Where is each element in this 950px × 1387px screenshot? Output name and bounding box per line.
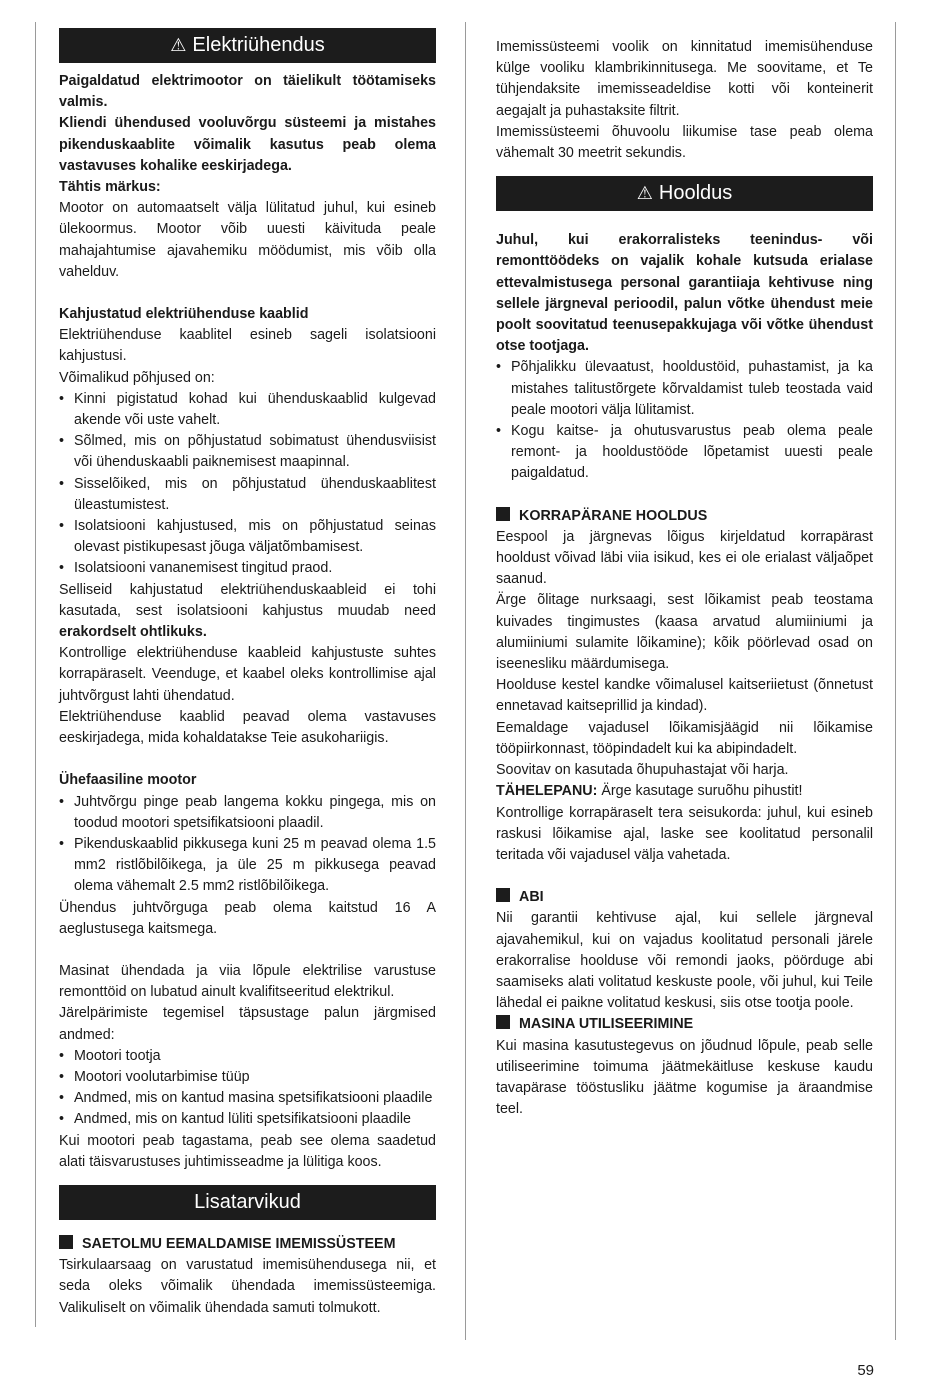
return-text: Kui mootori peab tagastama, peab see olema saadetud alati täisvarustuses juhtimisseadme ja lülitiga koos. bbox=[59, 1132, 436, 1170]
square-bullet-icon bbox=[59, 1235, 73, 1249]
list-item: • Andmed, mis on kantud lüliti spetsifikatsiooni plaadile bbox=[59, 1109, 436, 1130]
rules-text: Elektriühenduse kaablid peavad olema vastavuses eeskirjadega, mida kohaldatakse Teie asukohariigis. bbox=[59, 708, 436, 747]
help-heading bbox=[496, 887, 873, 908]
list-item: • Pikenduskaablid pikkusega kuni 25 m peavad olema 1.5 mm2 ristlõbilõikega, ja üle 25 m pikkusega peavad olema vähemalt 2.5 mm2 ristlõbilõikega. bbox=[59, 834, 436, 898]
attention-text: Ärge kasutage suruõhu pihustit! bbox=[597, 783, 803, 800]
service-bold: Juhul, kui erakorralisteks teenindus- või remonttöödeks on vajalik kohale kutsuda erialase ettevalmistusega personal garantiiaja kehtivuse ning sellele järgneval perioodil, palun võtke ühendust meie poolt soovitatud teenusepakkujaga või võtke ühendust otse tootjaga. bbox=[496, 232, 873, 355]
help-text: Nii garantii kehtivuse ajal, kui sellele järgneval ajavahemikul, kui on vajadus koolitatud personali järele erakorralise hoolduse või remondi jaoks, pöörduge abi saamiseks alati volitatud keskuste poole, või juhul, kui Teile lähedal ei paikne volitatud keskusi, siis otse tootja poole. bbox=[496, 910, 873, 1012]
single-phase-title: Ühefaasiline mootor bbox=[59, 772, 197, 789]
check-text: Kontrollige elektriühenduse kaableid kahjustuste suhtes korrapäraselt. Veenduge, et kaabel oleks kontrollimise ajal juhtvõrgust lahti ühendatud. bbox=[59, 645, 436, 704]
list-item: • Mootori voolutarbimise tüüp bbox=[59, 1067, 436, 1088]
causes-list bbox=[59, 389, 436, 580]
disposal-text: Kui masina kasutustegevus on jõudnud lõpule, peab selle utiliseerimine toimuma jäätmekäitluse keskuse kaudu tavapärase tööstusliku jäätme kogumise ja äraandmise teel. bbox=[496, 1037, 873, 1118]
left-margin-rule bbox=[35, 22, 36, 1327]
qualified-text: Masinat ühendada ja viia lõpule elektrilise varustuse remonttöid on lubatud ainult kvalifitseeritud elektrikul. bbox=[59, 962, 436, 1001]
section-header-maintenance bbox=[496, 176, 873, 211]
note-text: Mootor on automaatselt välja lülitatud juhul, kui esineb ülekoormus. Mootor võib uuesti käivituda peale mahajahtumise ajavahemiku möödumist, mis võib olla vahelduv. bbox=[59, 200, 436, 280]
section-header-electrical bbox=[59, 28, 436, 63]
warning-bold: erakordselt ohtlikuks. bbox=[59, 624, 207, 641]
section-header-accessories bbox=[59, 1185, 436, 1220]
warning-paragraph bbox=[59, 580, 436, 644]
square-bullet-icon bbox=[496, 1015, 510, 1029]
intro-bold-1: Paigaldatud elektrimootor on täielikult töötamiseks valmis. bbox=[59, 73, 436, 111]
left-column bbox=[59, 28, 436, 1319]
dust-title: SAETOLMU EEMALDAMISE IMEMISSÜSTEEM bbox=[82, 1235, 396, 1252]
airflow-text: Imemissüsteemi õhuvoolu liikumise tase peab olema vähemalt 30 meetrit sekundis. bbox=[496, 123, 873, 162]
square-bullet-icon bbox=[496, 507, 510, 521]
list-item: • Andmed, mis on kantud masina spetsifikatsiooni plaadile bbox=[59, 1088, 436, 1109]
regular-p1: Eespool ja järgnevas lõigus kirjeldatud korrapärast hooldust võivad läbi viia isikud, kes ei ole erialast väljaõpet saanud. bbox=[496, 528, 873, 588]
dust-extraction-heading bbox=[59, 1234, 436, 1255]
dust-text: Tsirkulaarsaag on varustatud imemisühendusega nii, et seda oleks võimalik ühendada imemissüsteemiga. Valikuliselt on võimalik ühendada samuti tolmukott. bbox=[59, 1257, 436, 1316]
disposal-heading bbox=[496, 1014, 873, 1035]
list-item: • Kinni pigistatud kohad kui ühenduskaablid kulgevad akende või uste vahelt. bbox=[59, 389, 436, 431]
list-item: • Põhjalikku ülevaatust, hooldustöid, puhastamist, ja ka mistahes talitustõrgete kõrvaldamist tuleb teostada vaid peale mootori välja lülitamist. bbox=[496, 357, 873, 421]
single-phase-list bbox=[59, 792, 436, 898]
square-bullet-icon bbox=[496, 888, 510, 902]
regular-p5: Soovitav on kasutada õhupuhastajat või harja. bbox=[496, 762, 789, 779]
list-item: • Sõlmed, mis on põhjustatud sobimatust ühendusviisist või ühenduskaabli paiknemisest maapinnal. bbox=[59, 431, 436, 473]
regular-title: KORRAPÄRANE HOOLDUS bbox=[519, 507, 708, 524]
warning-text: Selliseid kahjustatud elektriühenduskaableid ei tohi kasutada, sest isolatsiooni kahjustus muudab need bbox=[59, 581, 436, 619]
intro-bold-2: Kliendi ühendused vooluvõrgu süsteemi ja mistahes pikenduskaablite võimalik kasutus peab olema vastavuses kohalike eeskirjadega. bbox=[59, 115, 436, 174]
list-item: • Isolatsiooni kahjustused, mis on põhjustatud seinas olevast pistikupesast jõuga väljatõmbamisest. bbox=[59, 516, 436, 558]
regular-p6: Kontrollige korrapäraselt tera seisukorda: juhul, kui esineb raskusi lõikamise ajal, laske see koolitatud personalil teritada või vajadusel välja vahetada. bbox=[496, 804, 873, 863]
page-number: 59 bbox=[857, 1362, 874, 1379]
section-title: Lisatarvikud bbox=[194, 1190, 301, 1213]
section-title: Hooldus bbox=[658, 182, 733, 205]
inquiry-list bbox=[59, 1046, 436, 1131]
hose-text: Imemissüsteemi voolik on kinnitatud imemisühenduse külge vooliku klambrikinnitusega. Me soovitame, et Te tühjendaksite imemisseadeldise kotti või konteinerit aegajalt ja puhastaksite filtrit. bbox=[496, 39, 873, 119]
help-title: ABI bbox=[519, 889, 544, 906]
list-item: • Juhtvõrgu pinge peab langema kokku pingega, mis on toodud mootori spetsifikatsiooni plaadil. bbox=[59, 792, 436, 834]
regular-p2: Ärge õlitage nurksaagi, sest lõikamist peab teostama kuivades tingimustes (kaasa arvatud alumiiniumi ja alumiiniumi sulamite lõikamine); kõik pöörlevad osad on iseenesliku määrdumisega. bbox=[496, 592, 873, 673]
fuse-text: Ühendus juhtvõrguga peab olema kaitstud 16 A aeglustusega kaitsmega. bbox=[59, 899, 436, 937]
regular-maintenance-heading bbox=[496, 506, 873, 527]
warning-triangle-icon: ⚠ bbox=[636, 183, 653, 204]
attention-label: TÄHELEPANU: bbox=[496, 783, 598, 800]
right-column bbox=[496, 37, 873, 1120]
section-title: Elektriühendus bbox=[192, 33, 325, 56]
attention-paragraph bbox=[496, 781, 873, 802]
list-item: • Sisselõiked, mis on põhjustatud ühenduskaablitest üleastumistest. bbox=[59, 474, 436, 516]
disposal-title: MASINA UTILISEERIMINE bbox=[519, 1016, 694, 1033]
inquiry-text: Järelpärimiste tegemisel täpsustage palun järgmised andmed: bbox=[59, 1005, 436, 1043]
regular-p4: Eemaldage vajadusel lõikamisjäägid nii lõikamise tööpiirkonnast, tööpindadelt kui ka abipindadelt. bbox=[496, 719, 873, 757]
right-margin-rule bbox=[895, 22, 896, 1340]
note-label: Tähtis märkus: bbox=[59, 179, 161, 196]
list-item: • Kogu kaitse- ja ohutusvarustus peab olema peale remont- ja hooldustööde lõpetamist uuesti peale paigaldatud. bbox=[496, 421, 873, 485]
list-item: • Mootori tootja bbox=[59, 1046, 436, 1067]
list-item: • Isolatsiooni vananemisest tingitud praod. bbox=[59, 558, 436, 579]
regular-p3: Hoolduse kestel kandke võimalusel kaitseriietust (õnnetust ennetavad kaitseprillid ja kindad). bbox=[496, 677, 873, 715]
center-divider-rule bbox=[465, 22, 466, 1340]
causes-label: Võimalikud põhjused on: bbox=[59, 369, 215, 386]
cables-text: Elektriühenduse kaablitel esineb sageli isolatsiooni kahjustusi. bbox=[59, 327, 436, 365]
warning-triangle-icon: ⚠ bbox=[170, 34, 187, 55]
cables-title: Kahjustatud elektriühenduse kaablid bbox=[59, 306, 309, 323]
service-list bbox=[496, 357, 873, 484]
